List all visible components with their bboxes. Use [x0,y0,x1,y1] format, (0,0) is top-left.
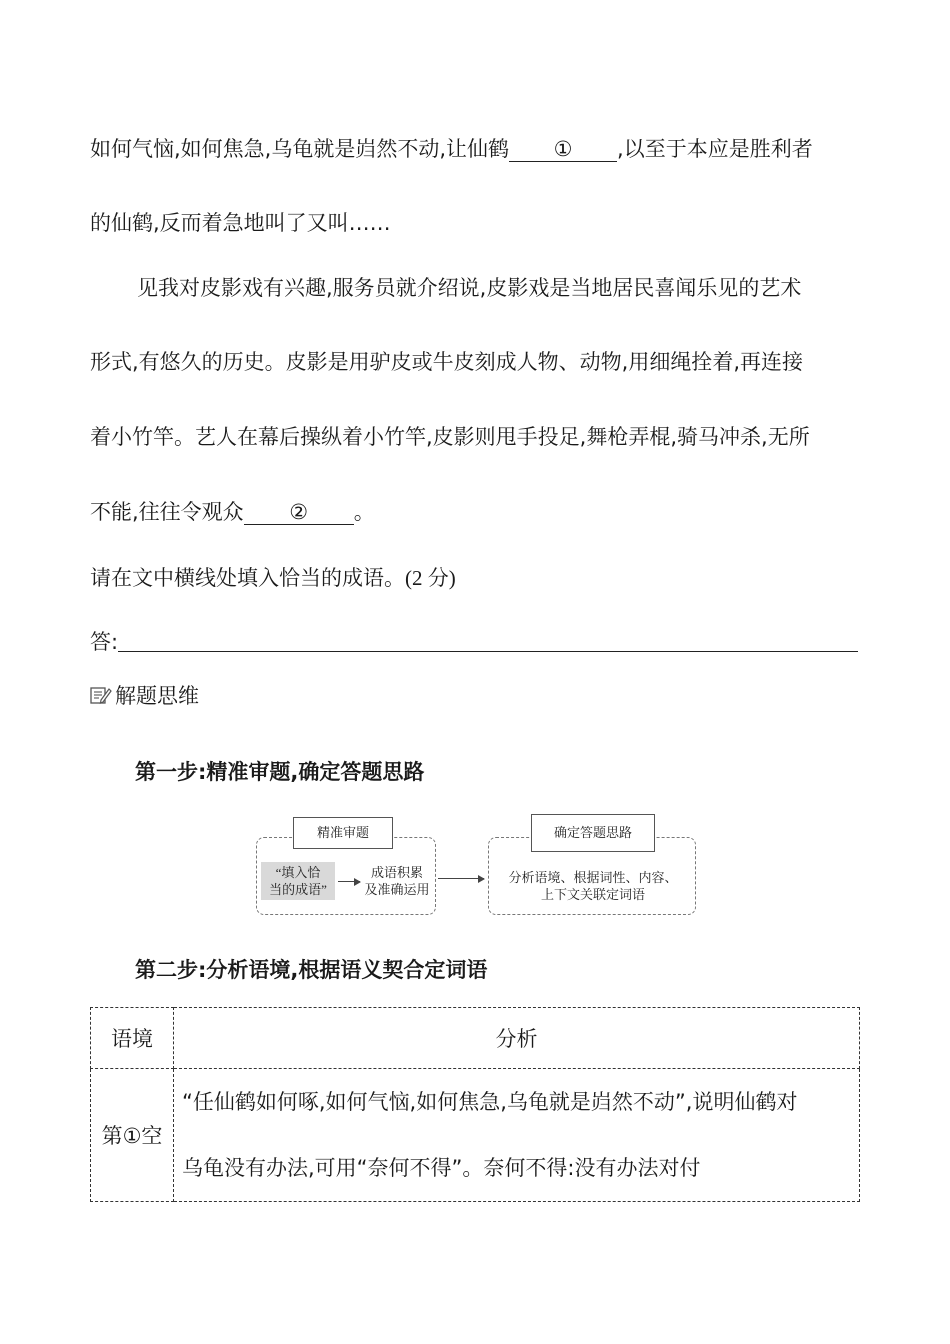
requirement-line: 及准确运用 [364,882,430,897]
task-text [261,864,335,898]
section-title: 解题思维 [115,684,199,708]
blank-1 [509,137,617,162]
idea-title-box: 确定答题思路 [531,814,655,852]
table-header-row [91,1008,860,1069]
thinking-diagram [250,812,700,922]
task-line: “填入恰 [275,865,321,880]
context-cell: 第①空 [91,1069,174,1202]
blank-2-label: ② [289,500,309,524]
passage-line: 的仙鹤,反而着急地叫了又叫…… [90,211,391,235]
analysis-cell [174,1069,860,1202]
table-header: 分析 [174,1008,860,1069]
table-row [91,1069,860,1202]
section-heading [90,681,199,713]
step1-title: 第一步:精准审题,确定答题思路 [135,760,425,784]
answer-line[interactable] [118,651,858,652]
idea-line: 分析语境、根据词性、内容、 [508,870,678,885]
arrow-icon [438,878,484,879]
blank-2 [244,500,354,525]
passage-text: 不能,往往令观众 [90,500,244,524]
passage-line [90,497,375,527]
passage-text: 。 [353,500,375,524]
analysis-line: 乌龟没有办法,可用“奈何不得”。奈何不得:没有办法对付 [182,1156,701,1180]
requirement-line: 成语积累 [370,865,423,880]
arrow-icon [338,881,360,882]
passage-text: ,以至于本应是胜利者 [617,137,813,161]
step2-title: 第二步:分析语境,根据语义契合定词语 [135,958,488,982]
requirement-text [361,864,433,898]
notepad-pen-icon [90,683,112,713]
passage-text: 如何气恼,如何焦急,乌龟就是岿然不动,让仙鹤 [90,137,510,161]
question-text: 请在文中横线处填入恰当的成语。 [90,566,405,590]
passage-line: 着小竹竿。艺人在幕后操纵着小竹竿,皮影则甩手投足,舞枪弄棍,骑马冲杀,无所 [90,425,810,449]
idea-line: 上下文关联定词语 [540,887,645,902]
blank-1-label: ① [553,137,573,161]
passage-line: 形式,有悠久的历史。皮影是用驴皮或牛皮刻成人物、动物,用细绳拴着,再连接 [90,350,804,374]
passage-line: 见我对皮影戏有兴趣,服务员就介绍说,皮影戏是当地居民喜闻乐见的艺术 [137,276,802,300]
question-score: (2 分) [405,566,456,590]
question-prompt [90,563,456,593]
idea-text [498,869,688,903]
table-header: 语境 [91,1008,174,1069]
review-title-box: 精准审题 [293,817,393,849]
analysis-line: “任仙鹤如何啄,如何气恼,如何焦急,乌龟就是岿然不动”,说明仙鹤对 [182,1090,798,1114]
answer-label: 答: [90,630,119,654]
task-line: 当的成语” [269,882,327,897]
passage-line [90,134,813,164]
analysis-table [90,1007,860,1202]
